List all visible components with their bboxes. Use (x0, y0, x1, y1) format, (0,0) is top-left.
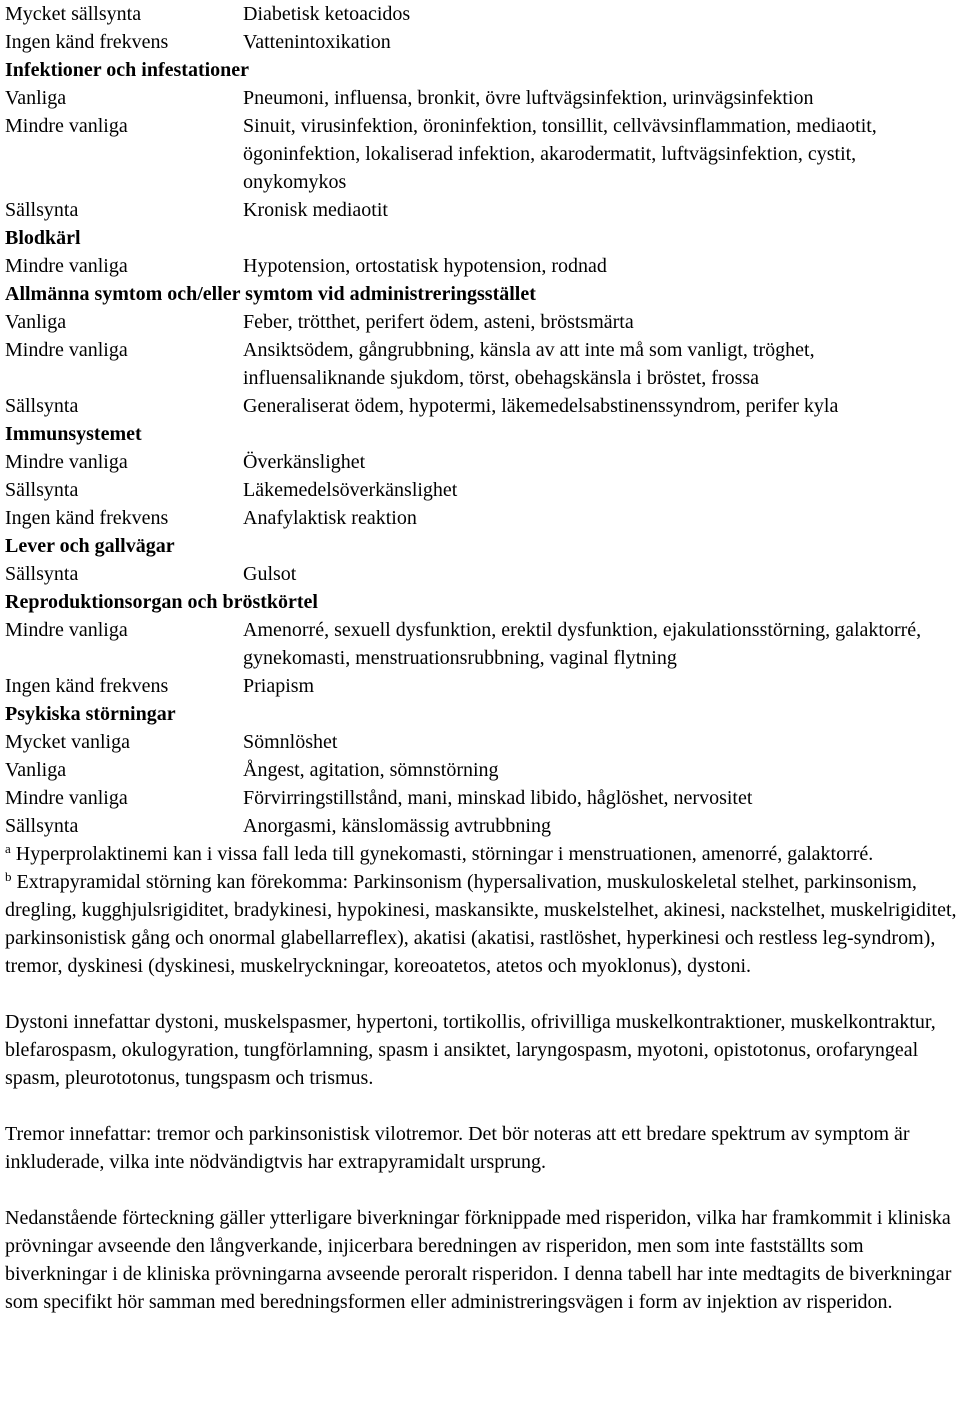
footnote (5, 840, 957, 868)
category-heading: Psykiska störningar (5, 703, 176, 725)
reaction-text: Kronisk mediaotit (243, 199, 388, 221)
reaction-text: Ansiktsödem, gångrubbning, känsla av att inte må som vanligt, tröghet, influensaliknande sjukdom, törst, obehagskänsla i bröstet, frossa (243, 339, 815, 389)
reaction-text: Vattenintoxikation (243, 31, 391, 53)
table-row (5, 784, 957, 812)
table-row (5, 448, 957, 476)
reaction-text: Förvirringstillstånd, mani, minskad libido, håglöshet, nervositet (243, 787, 753, 809)
body-paragraphs (5, 980, 957, 1316)
frequency-label: Sällsynta (5, 199, 79, 221)
category-heading: Blodkärl (5, 227, 81, 249)
frequency-label: Mycket sällsynta (5, 3, 142, 25)
table-row (5, 28, 957, 56)
reaction-text: Hypotension, ortostatisk hypotension, rodnad (243, 255, 607, 277)
paragraph-gap (5, 1092, 957, 1120)
reaction-text: Pneumoni, influensa, bronkit, övre luftvägsinfektion, urinvägsinfektion (243, 87, 814, 109)
body-paragraph: Nedanstående förteckning gäller ytterligare biverkningar förknippade med risperidon, vilka har framkommit i kliniska prövningar avseende den långverkande, injicerbara beredningen av risperidon, men som inte fastställts som biverkningar i de kliniska prövningarna avseende peroralt risperidon. I denna tabell har inte medtagits de biverkningar som specifikt hör samman med beredningsformen eller administreringsvägen i form av injektion av risperidon. (5, 1207, 952, 1313)
table-row (5, 196, 957, 224)
frequency-label: Vanliga (5, 759, 67, 781)
frequency-label: Mindre vanliga (5, 255, 128, 277)
reaction-text: Sömnlöshet (243, 731, 338, 753)
footnote-text: Extrapyramidal störning kan förekomma: Parkinsonism (hypersalivation, muskuloskeletal stelhet, parkinsonism, dregling, kugghjulsrigiditet, bradykinesi, hypokinesi, maskansikte, muskelstelhet, akinesi, nackstelhet, muskelrigiditet, parkinsonistisk gång och onormal glabellarreflex), akatisi (akatisi, rastlöshet, hyperkinesi och restless leg-syndrom), tremor, dyskinesi (dyskinesi, muskelryckningar, koreoatetos, atetos och myoklonus), dystoni. (5, 871, 957, 977)
paragraph-gap (5, 1176, 957, 1204)
reaction-text: Generaliserat ödem, hypotermi, läkemedelsabstinenssyndrom, perifer kyla (243, 395, 839, 417)
table-row (5, 672, 957, 700)
frequency-label: Mindre vanliga (5, 339, 128, 361)
reaction-text: Feber, trötthet, perifert ödem, asteni, bröstsmärta (243, 311, 634, 333)
reaction-text: Anorgasmi, känslomässig avtrubbning (243, 815, 551, 837)
frequency-label: Ingen känd frekvens (5, 507, 169, 529)
body-paragraph: Dystoni innefattar dystoni, muskelspasmer, hypertoni, tortikollis, ofrivilliga muskelkontraktioner, muskelkontraktur, blefarospasm, okulogyration, tungförlamning, spasm i ansiktet, laryngospasm, myotoni, opistotonus, orofaryngeal spasm, pleurototonus, tungspasm och trismus. (5, 1011, 936, 1089)
reaction-text: Sinuit, virusinfektion, öroninfektion, tonsillit, cellvävsinflammation, mediaotit, ögoninfektion, lokaliserad infektion, akarodermatit, luftvägsinfektion, cystit, onykomykos (243, 115, 877, 193)
category-heading: Infektioner och infestationer (5, 59, 250, 81)
frequency-label: Mycket vanliga (5, 731, 130, 753)
frequency-label: Vanliga (5, 311, 67, 333)
table-row (5, 84, 957, 112)
table-row (5, 812, 957, 840)
frequency-label: Mindre vanliga (5, 115, 128, 137)
table-row (5, 616, 957, 672)
table-row (5, 756, 957, 784)
document-page (5, 0, 957, 1316)
table-row (5, 728, 957, 756)
reaction-text: Priapism (243, 675, 315, 697)
frequency-label: Ingen känd frekvens (5, 675, 169, 697)
category-heading: Allmänna symtom och/eller symtom vid administreringsstället (5, 283, 536, 305)
table-row (5, 392, 957, 420)
frequency-label: Mindre vanliga (5, 619, 128, 641)
footnote-mark: b (5, 869, 12, 884)
category-heading: Lever och gallvägar (5, 535, 175, 557)
frequency-label: Vanliga (5, 87, 67, 109)
frequency-label: Mindre vanliga (5, 451, 128, 473)
table-row (5, 476, 957, 504)
reaction-text: Gulsot (243, 563, 297, 585)
category-heading: Reproduktionsorgan och bröstkörtel (5, 591, 318, 613)
footnote (5, 868, 957, 980)
reaction-text: Ångest, agitation, sömnstörning (243, 759, 499, 781)
reaction-text: Diabetisk ketoacidos (243, 3, 411, 25)
table-row (5, 112, 957, 196)
footnotes (5, 840, 957, 980)
table-row (5, 252, 957, 280)
frequency-label: Sällsynta (5, 479, 79, 501)
frequency-label: Sällsynta (5, 563, 79, 585)
frequency-label: Sällsynta (5, 395, 79, 417)
frequency-label: Ingen känd frekvens (5, 31, 169, 53)
table-row (5, 0, 957, 28)
footnote-text: Hyperprolaktinemi kan i vissa fall leda till gynekomasti, störningar i menstruationen, amenorré, galaktorré. (15, 843, 874, 865)
reaction-text: Anafylaktisk reaktion (243, 507, 417, 529)
frequency-label: Mindre vanliga (5, 787, 128, 809)
frequency-label: Sällsynta (5, 815, 79, 837)
table-row (5, 560, 957, 588)
adverse-reactions-table (5, 0, 957, 840)
body-paragraph: Tremor innefattar: tremor och parkinsonistisk vilotremor. Det bör noteras att ett bredare spektrum av symptom är inkluderade, vilka inte nödvändigtvis har extrapyramidalt ursprung. (5, 1123, 910, 1173)
reaction-text: Läkemedelsöverkänslighet (243, 479, 458, 501)
reaction-text: Överkänslighet (243, 451, 366, 473)
table-row (5, 336, 957, 392)
table-row (5, 504, 957, 532)
category-heading: Immunsystemet (5, 423, 142, 445)
footnote-mark: a (5, 841, 11, 856)
table-row (5, 308, 957, 336)
reaction-text: Amenorré, sexuell dysfunktion, erektil dysfunktion, ejakulationsstörning, galaktorré, gynekomasti, menstruationsrubbning, vaginal flytning (243, 619, 922, 669)
paragraph-gap (5, 980, 957, 1008)
